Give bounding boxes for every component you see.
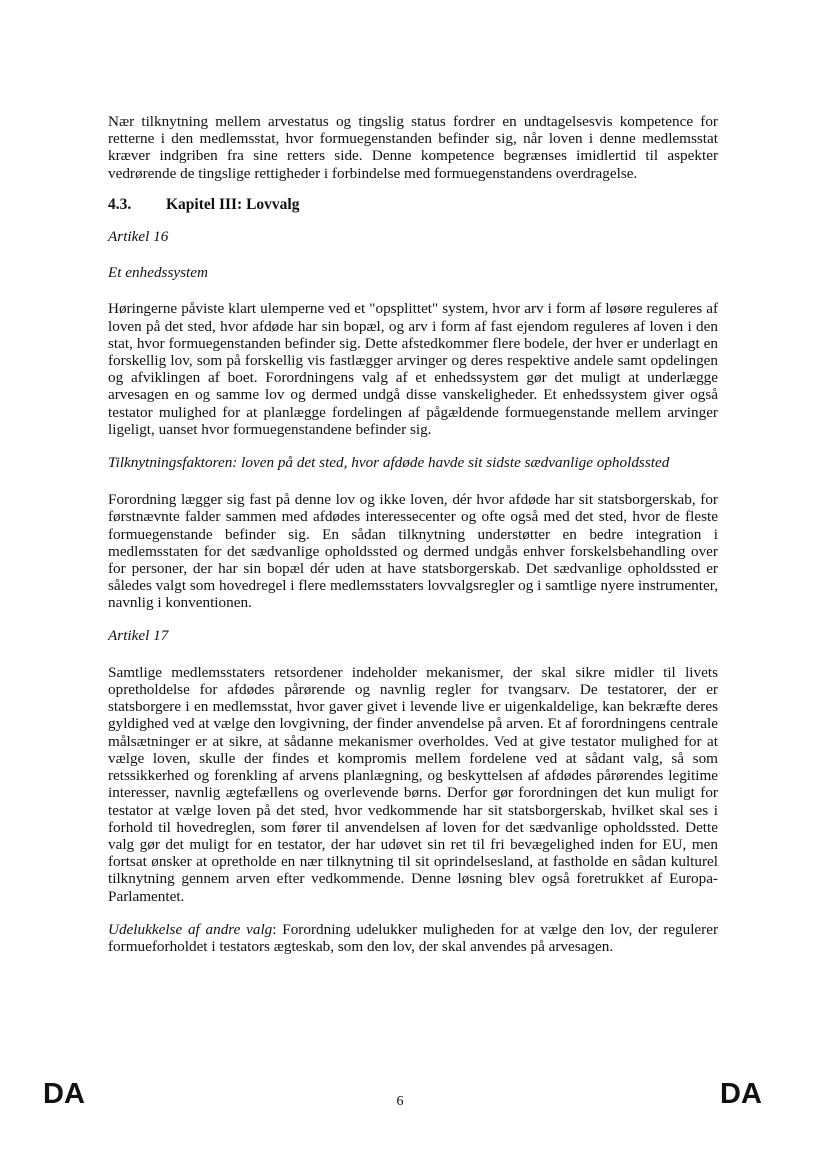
article-17-title: Artikel 17 — [108, 626, 169, 644]
section-title: Kapitel III: Lovvalg — [166, 195, 300, 213]
language-code-left: DA — [43, 1078, 85, 1110]
page-number: 6 — [396, 1094, 404, 1109]
udelukkelse-label: Udelukkelse af andre valg — [108, 920, 273, 938]
subheading-enhedssystem: Et enhedssystem — [108, 264, 208, 282]
language-code-right: DA — [720, 1078, 762, 1110]
section-number: 4.3. — [108, 195, 132, 213]
paragraph-udelukkelse — [108, 921, 718, 955]
udelukkelse-colon: : — [272, 920, 277, 938]
article-16-title: Artikel 16 — [108, 228, 169, 246]
udelukkelse-text: Forordning udelukker muligheden for at vælge den lov, der regulerer formueforholdet i testators ægteskab, som den lov, der skal anvendes på arvesagen. — [108, 920, 719, 955]
paragraph-enhedssystem: Høringerne påviste klart ulemperne ved et "opsplittet" system, hvor arv i form af løsøre reguleres af loven på det sted, hvor afdøde har sin bopæl, og arv i form af fast ejendom reguleres af loven i den stat, hvor formuegenstanden befinder sig. Dette afstedkommer flere bodele, der hver er underlagt en forskellig lov, som på forskellig vis fastlægger arvinger og deres respektive andele samt opdelingen og afviklingen af boet. Forordningens valg af et enhedssystem gør det muligt at underlægge arvesagen en og samme lov og dermed undgå disse vanskeligheder. Et enhedssystem giver også testator mulighed for at planlægge fordelingen af pågældende formuegenstande mellem arvinger ligeligt, uanset hvor formuegenstandene befinder sig. — [108, 300, 718, 438]
section-heading — [108, 196, 718, 213]
paragraph-article-17: Samtlige medlemsstaters retsordener indeholder mekanismer, der skal sikre midler til livets opretholdelse for afdødes pårørende og navnlig regler for tvangsarv. De testatorer, der er statsborgere i en medlemsstat, hvor gaver givet i levende live er uigenkaldelige, kan bekræfte deres gyldighed ved at vælge den lovgivning, der finder anvendelse på arven. Et af forordningens centrale målsætninger er at sikre, at sådanne mekanismer overholdes. Ved at give testator mulighed for at vælge loven, skulle der findes et kompromis mellem fordelene ved at sådant valg, så som retssikkerhed og forenkling af arvens planlægning, og beskyttelsen af afdødes pårørendes legitime interesser, navnlig ægtefællens og overlevende børns. Derfor gør forordningen det kun muligt for testator at vælge loven på det sted, hvor vedkommende har sit statsborgerskab, hvilket skal ses i forhold til hovedreglen, som fører til anvendelsen af loven for det sædvanlige opholdssted. Dette valg gør det muligt for en testator, der har udøvet sin ret til fri bevægelighed inden for EU, men fortsat ønsker at opretholde en nær tilknytning til sit oprindelsesland, at fastholde en sådan kulturel tilknytning gennem arven efter vedkommende. Denne løsning blev også foretrukket af Europa-Parlamentet. — [108, 663, 718, 905]
subheading-tilknytningsfaktor: Tilknytningsfaktoren: loven på det sted, hvor afdøde havde sit sidste sædvanlige opholdssted — [108, 454, 670, 472]
paragraph-tilknytningsfaktor: Forordning lægger sig fast på denne lov og ikke loven, dér hvor afdøde har sit statsborgerskab, for førstnævnte falder sammen med afdødes interessecenter og ofte også med det sted, hvor de fleste formuegenstande befinder sig. En sådan tilknytning understøtter en bedre integration i medlemsstaten for det sædvanlige opholdssted og dermed undgås enhver forskelsbehandling over for personer, der har sin bopæl dér uden at have statsborgerskab. Det sædvanlige opholdssted er således valgt som hovedregel i flere medlemsstaters lovvalgsregler og i samtlige nyere instrumenter, navnlig i konventionen. — [108, 491, 718, 612]
intro-paragraph: Nær tilknytning mellem arvestatus og tingslig status fordrer en undtagelsesvis kompetence for retterne i den medlemsstat, hvor formuegenstanden befinder sig, når loven i denne medlemsstat kræver indgriben fra sine retters side. Denne kompetence begrænses imidlertid til aspekter vedrørende de tingslige rettigheder i forbindelse med formuegenstandens overdragelse. — [108, 113, 718, 182]
document-body — [108, 113, 718, 969]
